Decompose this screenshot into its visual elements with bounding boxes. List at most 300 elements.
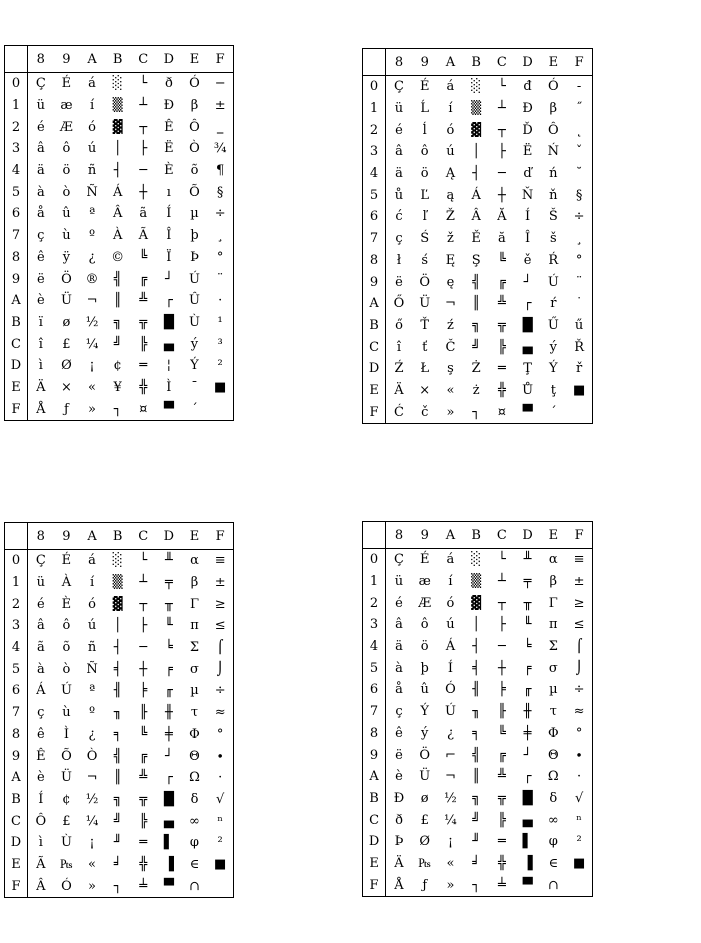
character-cell: ¡ — [447, 834, 454, 850]
character-cell: « — [88, 379, 97, 395]
table-row — [363, 358, 593, 380]
table-row — [363, 163, 593, 185]
character-cell: ˘ — [575, 166, 583, 182]
row-header: 3 — [363, 141, 386, 163]
character-cell: − — [214, 76, 226, 92]
character-cell: ° — [216, 249, 224, 265]
character-cell: ů — [394, 187, 404, 203]
character-cell: Ý — [549, 361, 558, 377]
character-cell: ď — [523, 166, 532, 182]
table-row — [5, 268, 234, 290]
character-cell: á — [88, 76, 96, 92]
character-cell: ╥ — [164, 596, 173, 612]
table-row — [5, 247, 234, 269]
character-cell: ╘ — [164, 640, 173, 656]
table-row — [363, 723, 593, 745]
character-cell: ± — [573, 574, 585, 590]
row-header: B — [363, 315, 386, 337]
character-cell: ┘ — [523, 274, 532, 290]
character-cell: ╕ — [113, 726, 122, 742]
character-cell: É — [61, 553, 72, 569]
table-row — [363, 228, 593, 250]
row-header: 0 — [5, 550, 28, 572]
column-header: B — [463, 522, 489, 549]
character-cell: ú — [87, 618, 97, 634]
character-cell: º — [88, 228, 96, 244]
character-cell: ó — [88, 596, 96, 612]
character-cell: Φ — [189, 726, 200, 742]
character-cell: ▄ — [163, 336, 174, 352]
character-cell: § — [216, 184, 224, 200]
character-cell: ô — [420, 617, 429, 633]
character-cell — [207, 875, 233, 897]
character-cell: £ — [420, 812, 429, 828]
character-cell: í — [448, 574, 453, 590]
table-row — [363, 206, 593, 228]
character-cell: ░ — [471, 552, 482, 568]
character-cell: ╝ — [113, 336, 122, 352]
character-cell: ╩ — [497, 769, 506, 785]
column-header: C — [489, 49, 515, 76]
character-cell: ▓ — [112, 596, 123, 612]
character-cell: µ — [190, 206, 199, 222]
column-header: C — [489, 522, 515, 549]
character-cell: ¼ — [85, 813, 99, 829]
character-cell: ╠ — [139, 336, 148, 352]
table-row — [363, 614, 593, 636]
table-row — [363, 293, 593, 315]
character-cell: ¼ — [444, 812, 457, 828]
character-cell: Î — [525, 231, 531, 247]
character-cell: ≤ — [573, 617, 585, 633]
row-header: E — [5, 854, 28, 876]
row-header: A — [5, 767, 28, 789]
character-cell: Õ — [61, 748, 72, 764]
character-cell: Ä — [36, 379, 46, 395]
character-cell: ═ — [139, 835, 148, 851]
character-cell: Ü — [419, 769, 431, 785]
row-header: 7 — [5, 225, 28, 247]
character-cell: £ — [62, 813, 71, 829]
character-cell: æ — [418, 574, 431, 590]
column-header: B — [105, 46, 131, 73]
character-cell: Σ — [548, 639, 558, 655]
character-cell: ┘ — [164, 271, 173, 287]
character-cell: ┐ — [472, 877, 481, 893]
character-cell: Ú — [60, 683, 72, 699]
character-cell: ╝ — [113, 813, 122, 829]
character-cell: ╣ — [113, 271, 122, 287]
row-header: 5 — [363, 657, 386, 679]
character-cell: Î — [166, 228, 172, 244]
character-cell: ¶ — [216, 163, 225, 179]
row-header: 6 — [5, 203, 28, 225]
column-header: E — [540, 49, 566, 76]
character-cell: Ð — [163, 98, 175, 114]
character-cell: é — [36, 596, 45, 612]
character-cell: § — [575, 187, 583, 203]
character-cell: ╬ — [139, 379, 148, 395]
character-cell: ⁿ — [576, 812, 582, 828]
character-cell: ╪ — [523, 725, 532, 741]
table-row — [363, 401, 593, 423]
character-cell: č — [421, 404, 429, 420]
character-cell: ╫ — [164, 705, 173, 721]
table-row — [363, 336, 593, 358]
row-header: 0 — [5, 73, 28, 95]
table-row — [5, 312, 234, 334]
character-cell: û — [420, 682, 429, 698]
character-cell: ð — [395, 812, 403, 828]
character-cell: õ — [62, 640, 71, 656]
character-cell: ╬ — [497, 382, 506, 398]
character-cell: Ò — [86, 748, 98, 764]
character-cell: ∈ — [189, 856, 200, 872]
character-cell: ╗ — [472, 790, 481, 806]
table-row — [5, 181, 234, 203]
character-cell — [566, 401, 592, 423]
character-cell: î — [38, 336, 43, 352]
character-cell: ÷ — [214, 683, 226, 699]
row-header: 9 — [363, 744, 386, 766]
character-cell: ® — [85, 271, 99, 287]
table-row — [363, 76, 593, 98]
character-cell: ╙ — [523, 617, 532, 633]
character-cell: ┐ — [113, 878, 122, 894]
character-cell: Õ — [189, 184, 200, 200]
character-cell: ╩ — [497, 296, 506, 312]
character-cell: ª — [88, 683, 96, 699]
character-cell: ─ — [497, 639, 506, 655]
corner-cell — [5, 523, 28, 550]
table-row — [5, 203, 234, 225]
character-cell: · — [218, 770, 223, 786]
header-row — [5, 523, 234, 550]
character-cell: À — [112, 228, 123, 244]
character-cell: ¨ — [575, 274, 583, 290]
character-cell: â — [36, 141, 45, 157]
character-cell: ë — [395, 747, 403, 763]
character-cell: ╜ — [113, 835, 122, 851]
character-cell: ĺ — [422, 122, 427, 138]
character-cell: õ — [190, 163, 199, 179]
character-cell: Ľ — [420, 187, 430, 203]
row-header: 5 — [5, 181, 28, 203]
character-cell: ¬ — [86, 293, 98, 309]
character-cell: ╚ — [497, 252, 506, 268]
character-cell: ╩ — [139, 770, 148, 786]
character-cell: Ä — [394, 382, 404, 398]
character-cell: ┴ — [497, 101, 506, 117]
character-cell: ă — [497, 231, 506, 247]
character-cell: Ç — [394, 552, 404, 568]
character-cell: ┴ — [139, 98, 148, 114]
table-row — [5, 398, 234, 420]
character-cell: ¹ — [217, 314, 223, 330]
character-cell: █ — [163, 314, 174, 330]
character-cell: ù — [62, 228, 71, 244]
character-cell: ö — [420, 166, 429, 182]
row-header: F — [5, 398, 28, 420]
character-cell: Ü — [419, 296, 431, 312]
character-cell: ╬ — [497, 855, 506, 871]
character-cell: Φ — [547, 725, 559, 741]
table-row — [5, 810, 234, 832]
character-cell: φ — [548, 834, 558, 850]
character-cell: ç — [395, 704, 403, 720]
character-cell: ├ — [497, 144, 506, 160]
character-cell: Ś — [420, 231, 430, 247]
character-cell: ₧ — [60, 857, 73, 873]
character-cell: ┬ — [139, 596, 148, 612]
character-cell: ű — [574, 317, 584, 333]
character-cell: ╔ — [497, 274, 506, 290]
character-cell: µ — [549, 682, 558, 698]
character-cell: ╙ — [164, 618, 173, 634]
row-header: 7 — [5, 702, 28, 724]
column-header: C — [130, 523, 156, 550]
character-cell: ┼ — [497, 187, 506, 203]
character-cell: ń — [549, 166, 558, 182]
row-header: 2 — [363, 592, 386, 614]
character-cell: Đ — [522, 101, 533, 117]
character-cell: ² — [576, 834, 582, 850]
character-cell: σ — [548, 660, 558, 676]
character-cell: ⌡ — [216, 661, 224, 677]
character-cell: β — [549, 101, 558, 117]
character-cell: ¤ — [139, 401, 148, 417]
character-cell: ì — [38, 358, 43, 374]
table-row — [5, 658, 234, 680]
character-cell: ≈ — [214, 705, 226, 721]
character-cell: Á — [445, 639, 456, 655]
table-row — [5, 593, 234, 615]
row-header: A — [5, 290, 28, 312]
corner-cell — [5, 46, 28, 73]
character-cell: ╓ — [523, 682, 532, 698]
row-header: 1 — [363, 571, 386, 593]
table-row — [5, 290, 234, 312]
character-cell: » — [446, 404, 455, 420]
character-cell: ├ — [139, 141, 148, 157]
table-row — [363, 744, 593, 766]
character-cell: ╝ — [472, 339, 481, 355]
character-cell: ▀ — [163, 401, 174, 417]
character-cell: ╩ — [139, 293, 148, 309]
row-header: B — [5, 789, 28, 811]
column-header: B — [463, 49, 489, 76]
character-cell: β — [190, 98, 199, 114]
character-cell: É — [419, 552, 430, 568]
character-cell: ▌ — [163, 835, 174, 851]
character-cell: ¡ — [89, 358, 95, 374]
character-cell: ë — [395, 274, 403, 290]
row-header: 3 — [5, 615, 28, 637]
character-cell: ² — [217, 358, 223, 374]
character-cell: Ê — [164, 119, 174, 135]
character-cell: ∞ — [547, 812, 559, 828]
row-header: 8 — [5, 247, 28, 269]
column-header: A — [79, 523, 105, 550]
character-cell: ▐ — [163, 856, 174, 872]
character-cell: Ĺ — [420, 101, 430, 117]
table-row — [363, 766, 593, 788]
character-cell: í — [89, 575, 95, 591]
character-cell: ┴ — [497, 574, 506, 590]
character-cell: © — [111, 249, 125, 265]
character-cell: ê — [36, 726, 45, 742]
row-header: F — [363, 401, 386, 423]
column-header: 8 — [28, 523, 54, 550]
character-cell: Σ — [189, 640, 200, 656]
character-cell: ■ — [572, 855, 586, 871]
character-cell: ô — [62, 618, 71, 634]
character-cell: Ů — [522, 382, 534, 398]
character-cell: à — [36, 661, 45, 677]
table-row — [5, 745, 234, 767]
character-cell: £ — [62, 336, 71, 352]
character-cell: Ú — [188, 271, 200, 287]
character-cell: ² — [217, 835, 223, 851]
character-cell: ô — [62, 141, 71, 157]
character-cell: Ř — [574, 339, 584, 355]
row-header: D — [363, 358, 386, 380]
character-cell: Γ — [548, 595, 558, 611]
column-header: 9 — [412, 522, 438, 549]
character-cell: Ö — [61, 271, 72, 287]
character-cell: þ — [420, 660, 429, 676]
character-cell: σ — [190, 661, 199, 677]
character-cell: ╛ — [113, 856, 122, 872]
character-cell: ∞ — [189, 813, 200, 829]
column-header: D — [515, 522, 541, 549]
character-cell: ƒ — [64, 401, 69, 417]
character-cell: ş — [447, 361, 454, 377]
character-cell: ╥ — [523, 595, 532, 611]
character-cell: × — [60, 379, 72, 395]
character-cell: Ď — [522, 122, 533, 138]
row-header: 8 — [363, 723, 386, 745]
character-cell: ¨ — [216, 271, 224, 287]
table-row — [5, 138, 234, 160]
character-cell: █ — [522, 790, 533, 806]
table-row — [5, 724, 234, 746]
character-cell: ╧ — [497, 877, 506, 893]
row-header: C — [363, 336, 386, 358]
character-cell: Ź — [394, 361, 404, 377]
character-cell: ▒ — [112, 98, 123, 114]
character-cell: ú — [446, 144, 455, 160]
character-cell: ä — [36, 163, 45, 179]
character-cell: ţ — [550, 382, 556, 398]
character-cell: é — [395, 122, 403, 138]
character-cell: ç — [37, 705, 45, 721]
character-cell: ╚ — [497, 725, 506, 741]
character-cell: ╢ — [113, 683, 122, 699]
character-cell: ö — [420, 639, 429, 655]
table-row — [5, 73, 234, 95]
column-header: B — [105, 523, 131, 550]
character-cell: ä — [395, 166, 403, 182]
column-header: F — [207, 523, 233, 550]
character-cell — [207, 398, 233, 420]
character-cell: Æ — [59, 119, 73, 135]
character-cell: ř — [575, 361, 583, 377]
character-cell: Å — [394, 877, 404, 893]
character-cell: È — [61, 596, 72, 612]
character-cell: Þ — [190, 249, 199, 265]
character-cell: ň — [549, 187, 558, 203]
table-row — [5, 637, 234, 659]
character-cell: └ — [139, 553, 148, 569]
character-cell: ç — [37, 228, 45, 244]
row-header: 3 — [5, 138, 28, 160]
column-header: F — [566, 522, 592, 549]
character-cell: ì — [38, 835, 43, 851]
character-cell: ÷ — [214, 206, 226, 222]
column-header: 8 — [28, 46, 54, 73]
code-page-table-top-right — [362, 48, 593, 424]
character-cell: ┤ — [472, 639, 481, 655]
character-cell: ╨ — [164, 553, 173, 569]
character-cell: ý — [549, 339, 557, 355]
character-cell: ∩ — [189, 878, 200, 894]
row-header: 0 — [363, 76, 386, 98]
character-cell: ║ — [113, 293, 122, 309]
row-header: 2 — [363, 119, 386, 141]
character-cell: Û — [188, 293, 200, 309]
table-row — [363, 119, 593, 141]
character-cell: ü — [36, 575, 45, 591]
character-cell: ┼ — [497, 660, 506, 676]
character-cell: ł — [396, 252, 402, 268]
character-cell: β — [549, 574, 558, 590]
character-cell: á — [446, 552, 455, 568]
character-cell: « — [446, 382, 455, 398]
character-cell: ´ — [550, 404, 557, 420]
character-cell: ÿ — [62, 249, 71, 265]
row-header: 4 — [5, 637, 28, 659]
character-cell: ▒ — [471, 574, 482, 590]
character-cell: ╣ — [113, 748, 122, 764]
table-row — [363, 271, 593, 293]
column-header: 9 — [54, 523, 80, 550]
character-cell: ╖ — [472, 704, 481, 720]
character-cell: ï — [38, 314, 43, 330]
character-cell: · — [218, 293, 223, 309]
character-cell: Ń — [547, 144, 559, 160]
character-cell: │ — [472, 617, 481, 633]
character-cell: ╠ — [139, 813, 148, 829]
character-cell: ╧ — [139, 878, 148, 894]
character-cell: ╕ — [472, 725, 481, 741]
character-cell: ě — [523, 252, 532, 268]
character-cell: ç — [395, 231, 403, 247]
character-cell: Â — [112, 206, 123, 222]
character-cell: ê — [395, 725, 403, 741]
table-row — [5, 550, 234, 572]
character-cell: Ţ — [523, 361, 532, 377]
character-cell: ╒ — [164, 661, 173, 677]
character-cell: × — [419, 382, 431, 398]
character-cell: ü — [394, 101, 404, 117]
character-cell: ő — [395, 317, 403, 333]
character-cell: ⌡ — [575, 660, 583, 676]
character-cell: ╡ — [113, 661, 122, 677]
row-header: A — [363, 293, 386, 315]
character-cell: α — [190, 553, 199, 569]
character-cell: ╗ — [113, 314, 122, 330]
